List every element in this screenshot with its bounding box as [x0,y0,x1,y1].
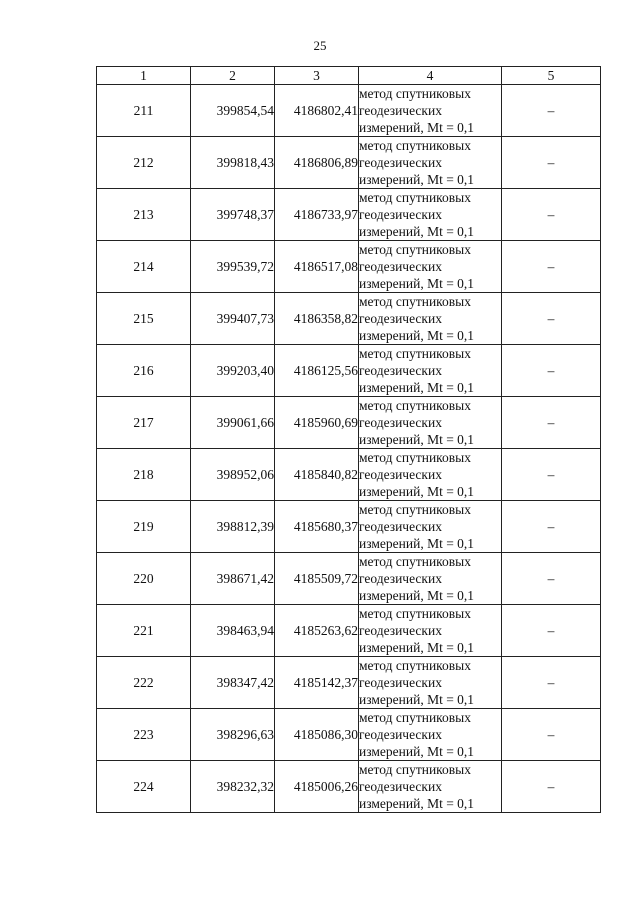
y-coordinate-cell: 4185006,26 [275,761,359,813]
table-row [97,345,601,397]
point-number-cell: 224 [97,761,191,813]
table-row [97,137,601,189]
note-cell: – [502,345,601,397]
table-body [97,85,601,813]
point-number-cell: 219 [97,501,191,553]
table-row [97,501,601,553]
method-cell: метод спутниковых геодезических измерений, Mt = 0,1 [359,137,502,189]
method-cell: метод спутниковых геодезических измерений, Mt = 0,1 [359,449,502,501]
point-number-cell: 214 [97,241,191,293]
point-number-cell: 211 [97,85,191,137]
y-coordinate-cell: 4185680,37 [275,501,359,553]
table-row [97,241,601,293]
method-cell: метод спутниковых геодезических измерений, Mt = 0,1 [359,657,502,709]
method-cell: метод спутниковых геодезических измерений, Mt = 0,1 [359,709,502,761]
y-coordinate-cell: 4185509,72 [275,553,359,605]
y-coordinate-cell: 4186733,97 [275,189,359,241]
note-cell: – [502,501,601,553]
x-coordinate-cell: 398463,94 [191,605,275,657]
method-cell: метод спутниковых геодезических измерений, Mt = 0,1 [359,241,502,293]
note-cell: – [502,397,601,449]
table-header [97,67,601,85]
note-cell: – [502,137,601,189]
point-number-cell: 215 [97,293,191,345]
table-row [97,85,601,137]
x-coordinate-cell: 399818,43 [191,137,275,189]
table-row [97,293,601,345]
x-coordinate-cell: 398812,39 [191,501,275,553]
note-cell: – [502,85,601,137]
note-cell: – [502,449,601,501]
point-number-cell: 217 [97,397,191,449]
point-number-cell: 222 [97,657,191,709]
y-coordinate-cell: 4185263,62 [275,605,359,657]
y-coordinate-cell: 4186806,89 [275,137,359,189]
point-number-cell: 223 [97,709,191,761]
x-coordinate-cell: 398347,42 [191,657,275,709]
header-col-4: 4 [359,67,502,85]
table-row [97,553,601,605]
table-row [97,189,601,241]
note-cell: – [502,761,601,813]
y-coordinate-cell: 4185086,30 [275,709,359,761]
x-coordinate-cell: 399539,72 [191,241,275,293]
point-number-cell: 221 [97,605,191,657]
header-col-5: 5 [502,67,601,85]
x-coordinate-cell: 398671,42 [191,553,275,605]
method-cell: метод спутниковых геодезических измерений, Mt = 0,1 [359,761,502,813]
point-number-cell: 216 [97,345,191,397]
x-coordinate-cell: 399203,40 [191,345,275,397]
method-cell: метод спутниковых геодезических измерений, Mt = 0,1 [359,605,502,657]
point-number-cell: 213 [97,189,191,241]
page-number: 25 [313,38,327,53]
x-coordinate-cell: 399407,73 [191,293,275,345]
note-cell: – [502,189,601,241]
table-row [97,605,601,657]
note-cell: – [502,657,601,709]
note-cell: – [502,553,601,605]
note-cell: – [502,241,601,293]
table-row [97,709,601,761]
y-coordinate-cell: 4186125,56 [275,345,359,397]
x-coordinate-cell: 399061,66 [191,397,275,449]
point-number-cell: 212 [97,137,191,189]
y-coordinate-cell: 4186358,82 [275,293,359,345]
method-cell: метод спутниковых геодезических измерений, Mt = 0,1 [359,85,502,137]
x-coordinate-cell: 399854,54 [191,85,275,137]
y-coordinate-cell: 4186802,41 [275,85,359,137]
method-cell: метод спутниковых геодезических измерений, Mt = 0,1 [359,553,502,605]
y-coordinate-cell: 4186517,08 [275,241,359,293]
header-col-3: 3 [275,67,359,85]
note-cell: – [502,605,601,657]
point-number-cell: 220 [97,553,191,605]
note-cell: – [502,293,601,345]
table-row [97,761,601,813]
y-coordinate-cell: 4185960,69 [275,397,359,449]
method-cell: метод спутниковых геодезических измерений, Mt = 0,1 [359,397,502,449]
table-row [97,449,601,501]
y-coordinate-cell: 4185142,37 [275,657,359,709]
header-row [97,67,601,85]
note-cell: – [502,709,601,761]
table-row [97,657,601,709]
header-col-1: 1 [97,67,191,85]
table-row [97,397,601,449]
method-cell: метод спутниковых геодезических измерений, Mt = 0,1 [359,501,502,553]
method-cell: метод спутниковых геодезических измерений, Mt = 0,1 [359,189,502,241]
x-coordinate-cell: 398296,63 [191,709,275,761]
x-coordinate-cell: 399748,37 [191,189,275,241]
x-coordinate-cell: 398952,06 [191,449,275,501]
y-coordinate-cell: 4185840,82 [275,449,359,501]
header-col-2: 2 [191,67,275,85]
x-coordinate-cell: 398232,32 [191,761,275,813]
coordinates-table [96,66,601,813]
method-cell: метод спутниковых геодезических измерений, Mt = 0,1 [359,293,502,345]
point-number-cell: 218 [97,449,191,501]
method-cell: метод спутниковых геодезических измерений, Mt = 0,1 [359,345,502,397]
